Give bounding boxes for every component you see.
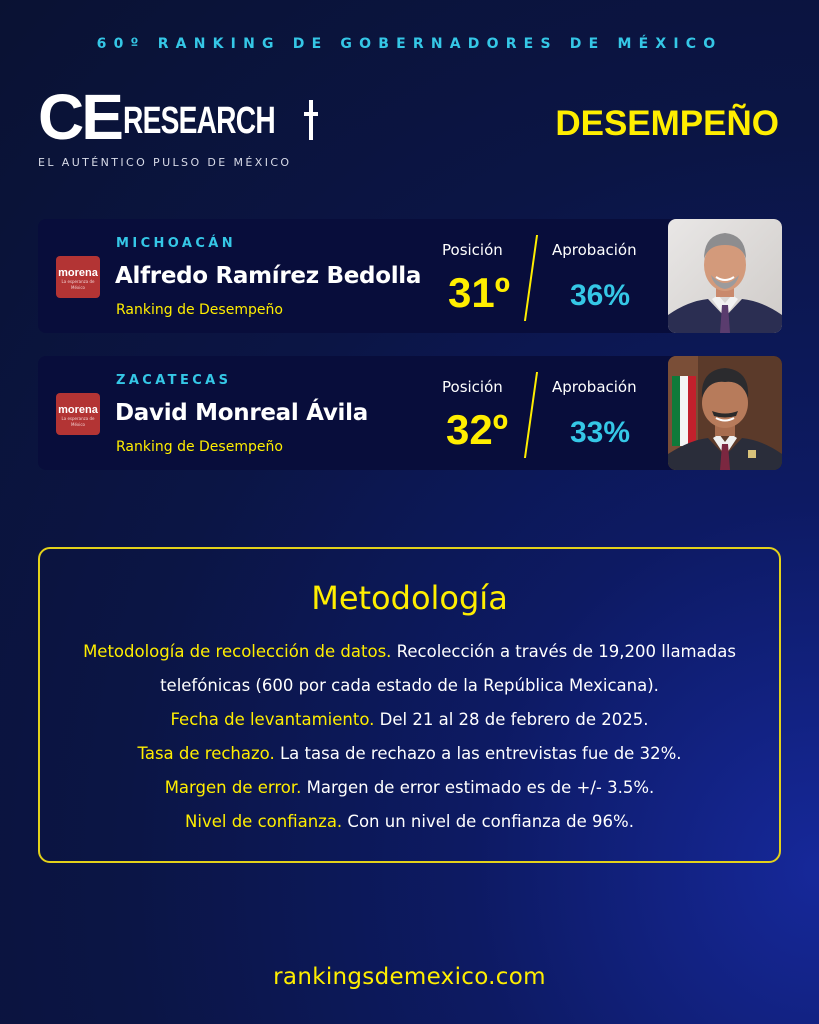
position-value: 32º	[445, 406, 509, 453]
methodology-item-text: Con un nivel de confianza de 96%.	[342, 812, 634, 831]
approval-label: Aprobación	[552, 378, 637, 396]
methodology-item	[60, 805, 759, 839]
methodology-title: Metodología	[311, 579, 508, 617]
state-name: ZACATECAS	[116, 373, 232, 388]
divider	[524, 372, 538, 458]
methodology-item-key: Margen de error.	[164, 778, 302, 797]
methodology-item-key: Fecha de levantamiento.	[170, 710, 375, 729]
methodology-item-text: Recolección a través de 19,200 llamadas telefónicas (600 por cada estado de la República Mexicana).	[160, 642, 736, 695]
methodology-item	[60, 703, 759, 737]
divider	[524, 235, 538, 321]
cross-icon	[304, 100, 318, 140]
section-label: DESEMPEÑO	[555, 104, 779, 143]
approval-value: 33%	[569, 416, 631, 449]
approval-value: 36%	[569, 279, 631, 312]
methodology-item	[60, 771, 759, 805]
party-tagline: La esperanza de México	[61, 416, 95, 427]
governor-name: David Monreal Ávila	[115, 400, 368, 426]
methodology-item-text: Del 21 al 28 de febrero de 2025.	[374, 710, 649, 729]
position-label: Posición	[442, 378, 503, 396]
logo-tagline: EL AUTÉNTICO PULSO DE MÉXICO	[38, 156, 292, 169]
methodology-body	[60, 635, 759, 839]
methodology-item	[60, 635, 759, 703]
governor-card	[38, 219, 782, 333]
methodology-item	[60, 737, 759, 771]
logo-research: RESEARCH	[122, 100, 275, 142]
ranking-label: Ranking de Desempeño	[116, 302, 283, 318]
governor-photo	[668, 356, 782, 470]
ranking-title: 60º RANKING DE GOBERNADORES DE MÉXICO	[96, 36, 723, 52]
position-value: 31º	[447, 269, 511, 316]
methodology-item-key: Metodología de recolección de datos.	[83, 642, 392, 661]
methodology-item-text: La tasa de rechazo a las entrevistas fue de 32%.	[274, 744, 682, 763]
approval-label: Aprobación	[552, 241, 637, 259]
party-name: morena	[58, 404, 98, 416]
ranking-label: Ranking de Desempeño	[116, 439, 283, 455]
governor-card	[38, 356, 782, 470]
position-label: Posición	[442, 241, 503, 259]
governor-name: Alfredo Ramírez Bedolla	[115, 263, 422, 289]
website-link[interactable]: rankingsdemexico.com	[273, 964, 546, 990]
governor-photo	[668, 219, 782, 333]
morena-party-logo	[56, 393, 100, 435]
methodology-item-text: Margen de error estimado es de +/- 3.5%.	[301, 778, 655, 797]
party-tagline: La esperanza de México	[61, 279, 95, 290]
morena-party-logo	[56, 256, 100, 298]
logo-ce: CE	[38, 81, 121, 153]
state-name: MICHOACÁN	[116, 236, 237, 251]
party-name: morena	[58, 267, 98, 279]
methodology-box	[38, 547, 781, 863]
methodology-item-key: Tasa de rechazo.	[137, 744, 275, 763]
ce-research-logo	[38, 81, 318, 169]
methodology-item-key: Nivel de confianza.	[185, 812, 343, 831]
